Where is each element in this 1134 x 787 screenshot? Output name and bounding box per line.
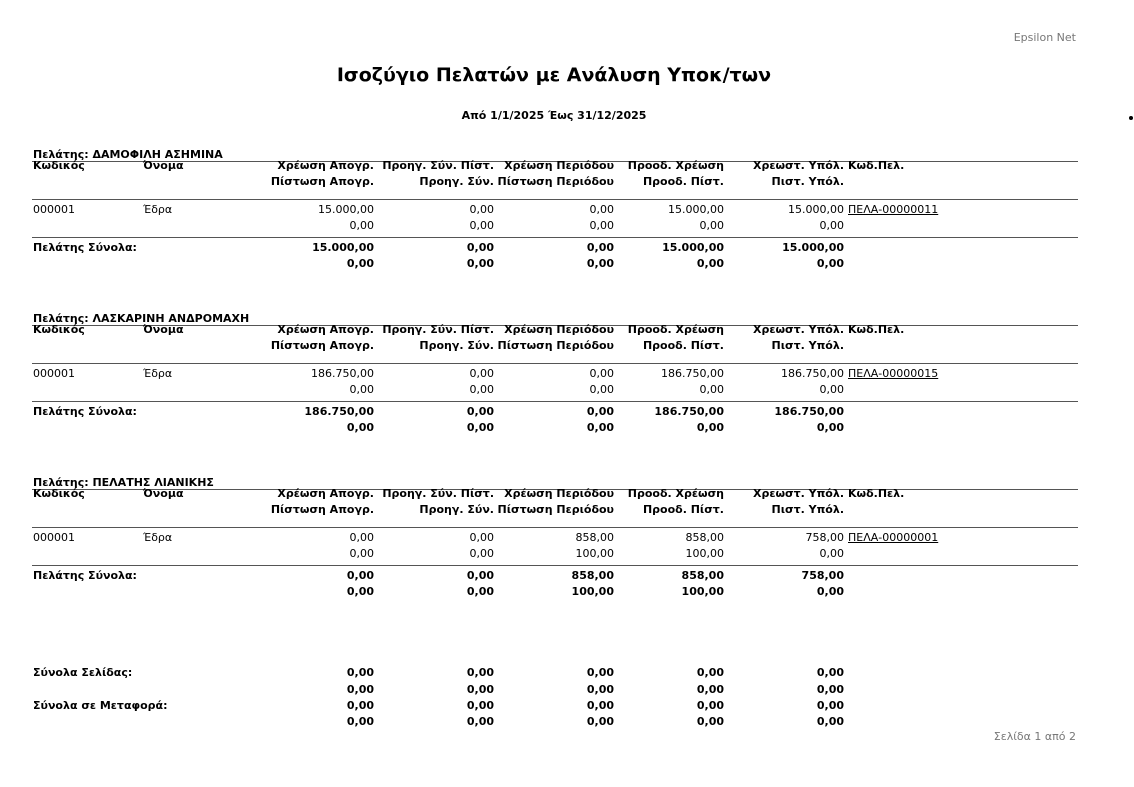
col-header: Προηγ. Σύν. Πίστ.: [382, 487, 494, 500]
total-debit-value: 858,00: [681, 569, 724, 582]
row-credit-value: 0,00: [349, 219, 374, 232]
total-credit-value: 0,00: [586, 257, 614, 270]
row-debit-value: 0,00: [469, 203, 494, 216]
total-credit-value: 0,00: [696, 421, 724, 434]
row-credit-value: 0,00: [819, 547, 844, 560]
row-debit-value: 0,00: [589, 367, 614, 380]
total-debit-value: 0,00: [586, 241, 614, 254]
total-debit-value: 15.000,00: [312, 241, 374, 254]
page-total-debit: 0,00: [586, 666, 614, 679]
total-credit-value: 0,00: [466, 257, 494, 270]
row-name: Έδρα: [143, 367, 173, 380]
col-header: Προοδ. Πίστ.: [642, 175, 724, 188]
col-header-customer-code: Κωδ.Πελ.: [848, 487, 905, 500]
col-header: Πίστωση Περιόδου: [497, 503, 614, 516]
total-credit-value: 100,00: [571, 585, 614, 598]
bullet-dot: [1129, 116, 1133, 120]
carry-total-credit: 0,00: [346, 715, 374, 728]
totals-rule: [32, 401, 1078, 402]
header-bottom-rule: [32, 363, 1078, 364]
carry-total-debit: 0,00: [816, 699, 844, 712]
customer-code-link[interactable]: ΠΕΛΑ-00000001: [848, 531, 939, 544]
total-credit-value: 0,00: [816, 421, 844, 434]
row-credit-value: 0,00: [469, 547, 494, 560]
report-title: Ισοζύγιο Πελατών με Ανάλυση Υποκ/των: [336, 64, 772, 86]
carry-total-credit: 0,00: [816, 715, 844, 728]
carry-total-debit: 0,00: [466, 699, 494, 712]
total-debit-value: 0,00: [466, 405, 494, 418]
total-debit-value: 15.000,00: [662, 241, 724, 254]
page-total-credit: 0,00: [586, 683, 614, 696]
col-header-name: Όνομα: [143, 159, 184, 172]
total-credit-value: 0,00: [696, 257, 724, 270]
col-header: Πιστ. Υπόλ.: [771, 175, 844, 188]
col-header: Προηγ. Σύν.: [419, 503, 494, 516]
col-header: Πίστωση Απογρ.: [270, 503, 374, 516]
carry-total-debit: 0,00: [586, 699, 614, 712]
customer-totals-label: Πελάτης Σύνολα:: [33, 405, 137, 418]
col-header-code: Κωδικός: [33, 159, 85, 172]
page-totals-label: Σύνολα Σελίδας:: [33, 666, 133, 679]
carry-total-credit: 0,00: [466, 715, 494, 728]
customer-label: Πελάτης: ΠΕΛΑΤΗΣ ΛΙΑΝΙΚΗΣ: [33, 476, 214, 489]
header-bottom-rule: [32, 527, 1078, 528]
total-debit-value: 0,00: [466, 241, 494, 254]
total-debit-value: 15.000,00: [782, 241, 844, 254]
row-debit-value: 15.000,00: [788, 203, 844, 216]
customer-code-link[interactable]: ΠΕΛΑ-00000015: [848, 367, 939, 380]
customer-totals-label: Πελάτης Σύνολα:: [33, 569, 137, 582]
report-period: Από 1/1/2025 Έως 31/12/2025: [461, 109, 647, 122]
col-header: Χρέωση Περιόδου: [504, 487, 614, 500]
row-code: 000001: [33, 203, 75, 216]
col-header: Προηγ. Σύν. Πίστ.: [382, 323, 494, 336]
col-header-code: Κωδικός: [33, 323, 85, 336]
page-total-credit: 0,00: [816, 683, 844, 696]
row-code: 000001: [33, 531, 75, 544]
row-credit-value: 0,00: [589, 383, 614, 396]
carry-total-credit: 0,00: [586, 715, 614, 728]
row-credit-value: 0,00: [819, 219, 844, 232]
col-header: Χρεωστ. Υπόλ.: [753, 323, 844, 336]
col-header: Χρέωση Απογρ.: [277, 323, 374, 336]
col-header: Χρέωση Περιόδου: [504, 323, 614, 336]
col-header: Χρεωστ. Υπόλ.: [753, 159, 844, 172]
col-header-name: Όνομα: [143, 323, 184, 336]
total-credit-value: 0,00: [346, 585, 374, 598]
carry-total-debit: 0,00: [346, 699, 374, 712]
row-debit-value: 858,00: [575, 531, 614, 544]
col-header: Χρεωστ. Υπόλ.: [753, 487, 844, 500]
page-total-debit: 0,00: [466, 666, 494, 679]
row-debit-value: 0,00: [469, 367, 494, 380]
col-header: Πίστωση Απογρ.: [270, 339, 374, 352]
row-credit-value: 0,00: [349, 383, 374, 396]
row-credit-value: 0,00: [469, 383, 494, 396]
row-debit-value: 186.750,00: [781, 367, 844, 380]
carry-total-debit: 0,00: [696, 699, 724, 712]
row-credit-value: 0,00: [819, 383, 844, 396]
customer-label: Πελάτης: ΔΑΜΟΦΙΛΗ ΑΣΗΜΙΝΑ: [33, 148, 223, 161]
total-debit-value: 186.750,00: [654, 405, 724, 418]
col-header: Πιστ. Υπόλ.: [771, 339, 844, 352]
col-header: Προηγ. Σύν.: [419, 175, 494, 188]
page-total-credit: 0,00: [696, 683, 724, 696]
col-header: Πίστωση Απογρ.: [270, 175, 374, 188]
total-debit-value: 758,00: [801, 569, 844, 582]
row-credit-value: 0,00: [349, 547, 374, 560]
row-debit-value: 758,00: [805, 531, 844, 544]
row-debit-value: 0,00: [349, 531, 374, 544]
total-credit-value: 0,00: [346, 421, 374, 434]
totals-rule: [32, 565, 1078, 566]
col-header-name: Όνομα: [143, 487, 184, 500]
total-credit-value: 0,00: [816, 257, 844, 270]
total-credit-value: 0,00: [586, 421, 614, 434]
total-debit-value: 186.750,00: [774, 405, 844, 418]
col-header-customer-code: Κωδ.Πελ.: [848, 323, 905, 336]
row-credit-value: 100,00: [575, 547, 614, 560]
row-debit-value: 0,00: [469, 531, 494, 544]
col-header: Προοδ. Πίστ.: [642, 339, 724, 352]
total-debit-value: 858,00: [571, 569, 614, 582]
col-header: Πίστωση Περιόδου: [497, 175, 614, 188]
row-credit-value: 0,00: [469, 219, 494, 232]
row-debit-value: 15.000,00: [668, 203, 724, 216]
carry-total-credit: 0,00: [696, 715, 724, 728]
col-header: Προοδ. Χρέωση: [627, 159, 724, 172]
row-credit-value: 0,00: [699, 219, 724, 232]
row-code: 000001: [33, 367, 75, 380]
col-header: Χρέωση Απογρ.: [277, 159, 374, 172]
col-header: Χρέωση Απογρ.: [277, 487, 374, 500]
row-credit-value: 0,00: [699, 383, 724, 396]
carry-totals-label: Σύνολα σε Μεταφορά:: [33, 699, 168, 712]
row-debit-value: 858,00: [685, 531, 724, 544]
row-credit-value: 0,00: [589, 219, 614, 232]
total-credit-value: 0,00: [346, 257, 374, 270]
col-header: Προοδ. Χρέωση: [627, 323, 724, 336]
total-credit-value: 0,00: [466, 585, 494, 598]
row-name: Έδρα: [143, 203, 173, 216]
page-total-credit: 0,00: [346, 683, 374, 696]
totals-rule: [32, 237, 1078, 238]
col-header: Προοδ. Πίστ.: [642, 503, 724, 516]
page-total-debit: 0,00: [816, 666, 844, 679]
total-debit-value: 0,00: [466, 569, 494, 582]
total-debit-value: 0,00: [346, 569, 374, 582]
row-credit-value: 100,00: [685, 547, 724, 560]
total-credit-value: 0,00: [466, 421, 494, 434]
page-number: Σελίδα 1 από 2: [993, 730, 1076, 743]
col-header-customer-code: Κωδ.Πελ.: [848, 159, 905, 172]
page-total-debit: 0,00: [696, 666, 724, 679]
col-header: Προοδ. Χρέωση: [627, 487, 724, 500]
row-name: Έδρα: [143, 531, 173, 544]
col-header: Προηγ. Σύν.: [419, 339, 494, 352]
header-bottom-rule: [32, 199, 1078, 200]
col-header: Προηγ. Σύν. Πίστ.: [382, 159, 494, 172]
col-header: Πιστ. Υπόλ.: [771, 503, 844, 516]
total-credit-value: 0,00: [816, 585, 844, 598]
page-total-credit: 0,00: [466, 683, 494, 696]
total-debit-value: 0,00: [586, 405, 614, 418]
col-header-code: Κωδικός: [33, 487, 85, 500]
customer-totals-label: Πελάτης Σύνολα:: [33, 241, 137, 254]
page-total-debit: 0,00: [346, 666, 374, 679]
row-debit-value: 186.750,00: [311, 367, 374, 380]
row-debit-value: 0,00: [589, 203, 614, 216]
col-header: Χρέωση Περιόδου: [504, 159, 614, 172]
col-header: Πίστωση Περιόδου: [497, 339, 614, 352]
row-debit-value: 15.000,00: [318, 203, 374, 216]
total-debit-value: 186.750,00: [304, 405, 374, 418]
customer-label: Πελάτης: ΛΑΣΚΑΡΙΝΗ ΑΝΔΡΟΜΑΧΗ: [33, 312, 250, 325]
total-credit-value: 100,00: [681, 585, 724, 598]
brand-label: Epsilon Net: [1013, 31, 1076, 44]
row-debit-value: 186.750,00: [661, 367, 724, 380]
customer-code-link[interactable]: ΠΕΛΑ-00000011: [848, 203, 939, 216]
